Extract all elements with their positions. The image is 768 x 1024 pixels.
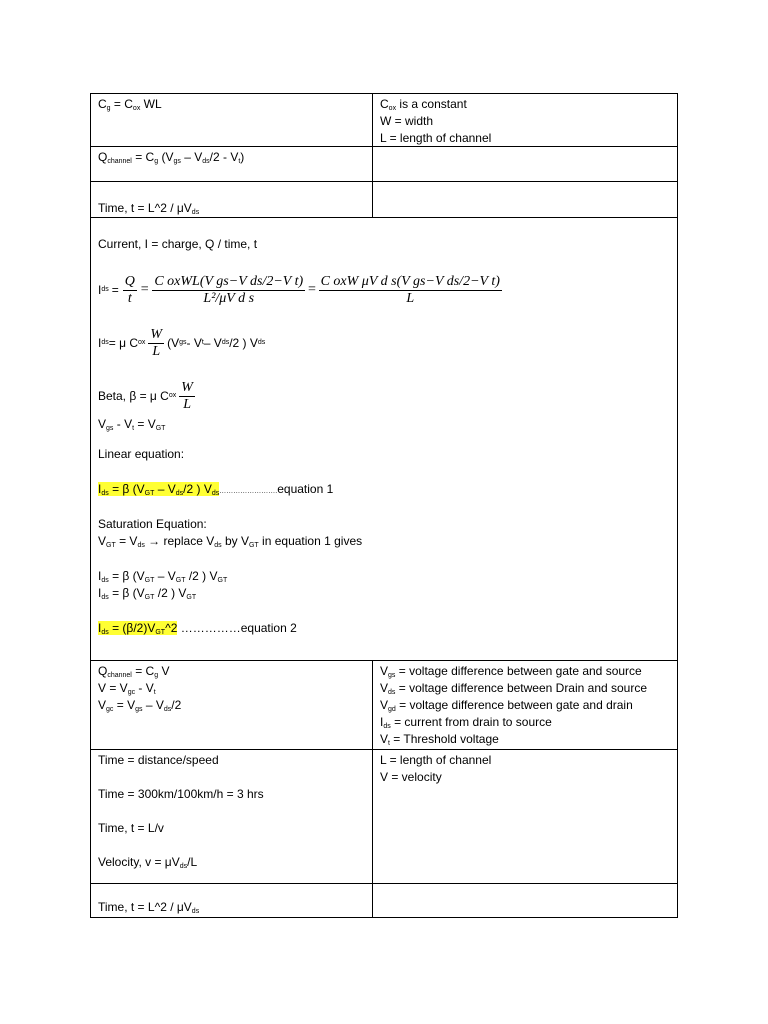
- row-derivation: [90, 217, 678, 660]
- cell-time-distance: [91, 750, 373, 883]
- saturation-equation-label: Saturation Equation:: [98, 517, 207, 531]
- cell-qchannel-gc-formulas: [91, 661, 373, 749]
- fraction-w-over-l-beta: $\frac{W}{L}$: [181, 379, 193, 412]
- vgd-definition: $V_{gd}$ = voltage difference between gate and drain: [380, 698, 633, 713]
- width-definition: W = width: [380, 114, 434, 128]
- ids-definition: $I_{ds}$ = current from drain to source: [380, 715, 552, 730]
- saturation-step-2: $I_{ds} = \beta$ ($V_{GT}$ /2 ) $V_{GT}$: [98, 586, 197, 601]
- cell-empty-2: [373, 182, 677, 217]
- cell-time-formula-2: [91, 884, 373, 917]
- v-equals-vgc: $V = V_{gc} - V_t$: [98, 681, 156, 696]
- row-time-distance: [90, 749, 678, 883]
- cell-cg-formula: [91, 94, 373, 146]
- row-qchannel-gc: [90, 660, 678, 749]
- row-capacitance: [90, 93, 678, 146]
- equation-2-highlight: $I_{ds}$ = $(\beta/2)V_{GT}\^{}2$: [98, 621, 178, 636]
- equation-1: $I_{ds} = \beta$ ($V_{GT} - V_{ds}/2$ ) $V_{ds}\dots\dots\dots\dots\dots\dots\dots\dots.equation$ 1: [98, 482, 334, 497]
- ids-equation-1: I ds = $\frac{Q}{t}$ = $\frac{\text{C oxWL(V gs−V ds/2−V t)}}{\text{L²/μV d s}}$ = $\frac{\text{C oxW μV d s(V gs−V ds/2−V t)}}{L}$: [98, 273, 500, 306]
- l-definition: L = length of channel: [380, 753, 492, 767]
- vds-definition: $V_{ds}$ = voltage difference between Drain and source: [380, 681, 648, 696]
- equation-2: $I_{ds}$ = $(\beta/2)V_{GT}\^{}2$ ……………equation 2: [98, 621, 297, 636]
- length-definition: L = length of channel: [380, 131, 492, 145]
- time-distance-speed: Time = distance/speed: [98, 753, 219, 767]
- time-formula-2: Time, t = L^2 / $\mu V_{ds}$: [98, 900, 200, 915]
- saturation-step-1: $I_{ds} = \beta$ ($V_{GT} - V_{GT}$ /2 ) $V_{GT}$: [98, 569, 228, 584]
- row-time-2: [90, 883, 678, 918]
- cell-voltage-definitions: [373, 661, 677, 749]
- ids-equation-2: I ds = μ C ox $\frac{W}{L}$ (V gs - V t – V ds /2 ) V ds: [98, 326, 266, 359]
- vgs-definition: $V_{gs}$ = voltage difference between gate and source: [380, 664, 642, 679]
- time-l-over-v: Time, t = L/v: [98, 821, 164, 835]
- vgc-formula: $V_{gc} = V_{gs} - V_{ds}/2$: [98, 698, 182, 713]
- time-example: Time = 300km/100km/h = 3 hrs: [98, 787, 264, 801]
- vgt-definition: $V_{gs} - V_t = V_{GT}$: [98, 417, 166, 432]
- equation-1-highlight: $I_{ds} = \beta$ ($V_{GT} - V_{ds}/2$ ) $V_{ds}$: [98, 482, 220, 497]
- row-time-1: [90, 181, 678, 217]
- cell-empty-1: [373, 147, 677, 181]
- time-formula-1: Time, t = L^2 / $\mu V_{ds}$: [98, 201, 200, 216]
- qchannel-cg-v: $Q_{channel} = C_g$ V: [98, 664, 170, 679]
- cell-cg-definitions: [373, 94, 677, 146]
- saturation-condition: $V_{GT} = V_{ds}$ → replace $V_{ds}$ by $V_{GT}$ in equation 1 gives: [98, 534, 363, 549]
- fraction-cox-wl: $\frac{\text{C oxWL(V gs−V ds/2−V t)}}{\text{L²/μV d s}}$: [154, 273, 304, 306]
- cell-derivation: [91, 218, 677, 660]
- cell-time-formula-1: [91, 182, 373, 217]
- velocity-formula: Velocity, $v = \mu V_{ds}/L$: [98, 855, 198, 870]
- vt-definition: $V_t$ = Threshold voltage: [380, 732, 499, 747]
- v-definition: V = velocity: [380, 770, 442, 784]
- fraction-w-over-l: $\frac{W}{L}$: [150, 326, 163, 359]
- beta-equation: Beta, β = μ C ox $\frac{W}{L}$: [98, 379, 193, 412]
- cell-time-definitions: [373, 750, 677, 883]
- current-definition: Current, I = charge, Q / time, t: [98, 237, 258, 251]
- fraction-cox-w-mu: $\frac{\text{C oxW μV d s(V gs−V ds/2−V t)}}{L}$: [320, 273, 500, 306]
- cell-qchannel-formula: [91, 147, 373, 181]
- cell-empty-3: [373, 884, 677, 917]
- linear-equation-label: Linear equation:: [98, 447, 185, 461]
- qchannel-formula: $Q_{channel} = C_g$ $(V_{gs} - V_{ds}/2 - V_t)$: [98, 150, 245, 165]
- cox-definition: $C_{ox}$ is a constant: [380, 97, 467, 112]
- fraction-q-over-t: $\frac{Q}{t}$: [124, 273, 135, 306]
- row-qchannel: [90, 146, 678, 181]
- cg-formula: $C_g = C_{ox}$ WL: [98, 97, 162, 112]
